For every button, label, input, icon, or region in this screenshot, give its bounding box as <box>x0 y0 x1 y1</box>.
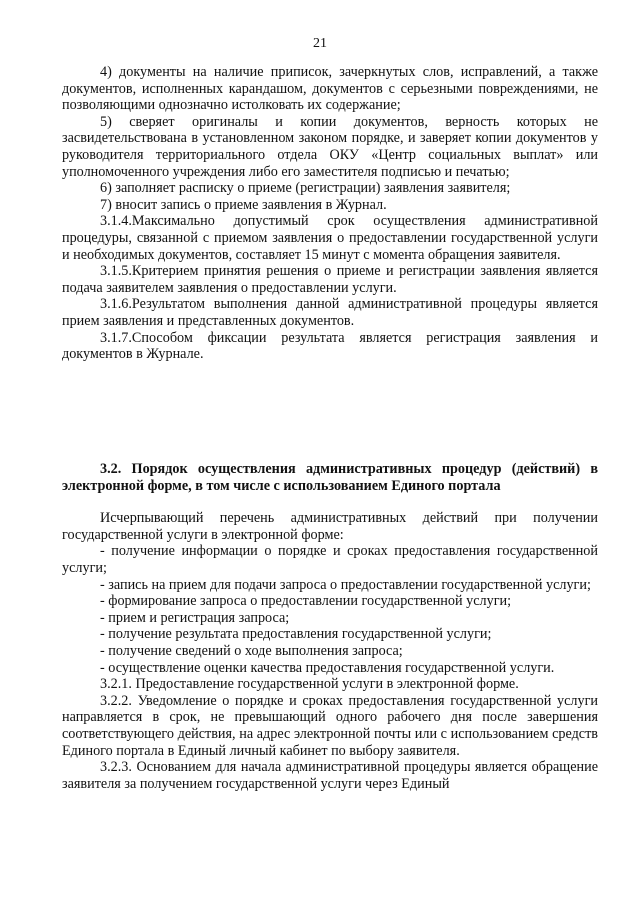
section-3-2 <box>62 461 598 792</box>
list-item: - получение результата предоставления государственной услуги; <box>100 626 492 643</box>
paragraph: 5) сверяет оригиналы и копии документов, верность которых не засвидетельствована в установленном законом порядке, и заверяет копии документов у руководителя территориального отдела ОКУ «Центр социальных выплат» или уполномоченного учреждения либо его заместителя подписью и печатью; <box>62 113 598 180</box>
list-item: - формирование запроса о предоставлении государственной услуги; <box>100 593 512 610</box>
paragraph: 3.2.2. Уведомление о порядке и сроках предоставления государственной услуги направляется в срок, не превышающий одного рабочего дня после завершения соответствующего действия, на адрес электронной почты или с использованием средств Единого портала в Единый личный кабинет по выбору заявителя. <box>62 692 598 759</box>
list-item: - получение сведений о ходе выполнения запроса; <box>100 642 403 659</box>
paragraph: 3.2.3. Основанием для начала административной процедуры является обращение заявителя за получением государственной услуги через Единый <box>62 759 598 792</box>
list-item: - прием и регистрация запроса; <box>100 609 290 626</box>
list-item: - получение информации о порядке и сроках предоставления государственной услуги; <box>62 543 598 576</box>
section-heading: 3.2. Порядок осуществления административных процедур (действий) в электронной форме, в том числе с использованием Единого портала <box>62 461 598 494</box>
paragraph: 3.1.4.Максимально допустимый срок осуществления административной процедуры, связанной с приемом заявления о предоставлении государственной услуги и необходимых документов, составляет 15 минут с момента обращения заявителя. <box>62 213 598 263</box>
paragraph: 4) документы на наличие приписок, зачеркнутых слов, исправлений, а также документов, исполненных карандашом, документов с серьезными повреждениями, не позволяющими однозначно истолковать их содержание; <box>62 64 598 114</box>
paragraph: 7) вносит запись о приеме заявления в Журнал. <box>100 196 387 213</box>
list-intro: Исчерпывающий перечень административных действий при получении государственной услуги в электронной форме: <box>62 510 598 543</box>
paragraph: 6) заполняет расписку о приеме (регистрации) заявления заявителя; <box>100 180 511 197</box>
paragraph: 3.2.1. Предоставление государственной услуги в электронной форме. <box>100 676 519 693</box>
paragraph: 3.1.6.Результатом выполнения данной административной процедуры является прием заявления и представленных документов. <box>62 296 598 329</box>
section-3-1-continuation <box>62 64 598 363</box>
paragraph: 3.1.7.Способом фиксации результата является регистрация заявления и документов в Журнале. <box>62 329 598 363</box>
page-number: 21 <box>313 36 327 51</box>
list-item: - запись на прием для подачи запроса о предоставлении государственной услуги; <box>100 576 591 593</box>
paragraph: 3.1.5.Критерием принятия решения о приеме и регистрации заявления является подача заявителем заявления о предоставлении услуги. <box>62 263 598 296</box>
list-item: - осуществление оценки качества предоставления государственной услуги. <box>100 659 555 676</box>
